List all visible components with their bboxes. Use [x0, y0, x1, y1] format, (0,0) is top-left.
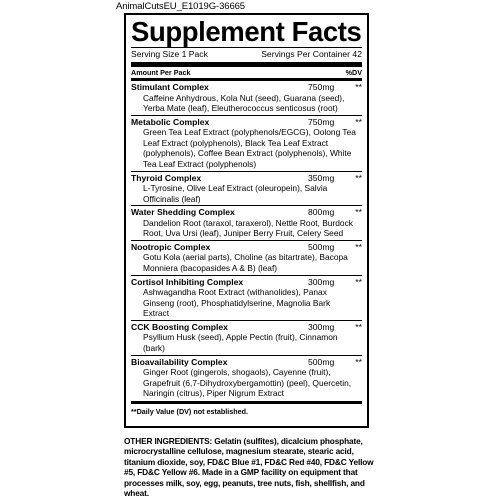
section-bioavailability: [131, 355, 362, 400]
sections-list: [131, 81, 362, 400]
section-amount: 500mg: [308, 356, 335, 367]
section-dv: **: [355, 241, 362, 252]
serving-info-row: [131, 48, 362, 60]
section-ingredients: Gotu Kola (aerial parts), Choline (as bitartrate), Bacopa Monniera (bacopasides A & B) (leaf): [143, 252, 348, 274]
section-dv: **: [355, 276, 362, 287]
section-cortisol: [131, 275, 362, 320]
supplement-facts-panel: [124, 13, 369, 428]
section-name: Cortisol Inhibiting Complex: [131, 276, 244, 287]
section-name: CCK Boosting Complex: [131, 321, 228, 332]
section-name: Thyroid Complex: [131, 172, 202, 183]
section-nootropic: [131, 240, 362, 275]
section-ingredients: Dandelion Root (taraxol, taraxerol), Nettle Root, Burdock Root, Uva Ursi (leaf), Juniper Berry Fruit, Celery Seed: [143, 217, 353, 239]
section-dv: **: [355, 207, 362, 218]
section-ingredients: L-Tyrosine, Olive Leaf Extract (oleuropein), Salvia Officinalis (leaf): [143, 183, 328, 204]
section-dv: **: [355, 116, 362, 127]
other-ingredients-text: Gelatin (sulfites), dicalcium phosphate, microcrystalline cellulose, magnesium stearate, stearic acid, titanium dioxide, soy, FD&C Blue #1, FD&C Red #40, FD&C Yellow #5, FD&C Yellow #6. Made in a GMP facility on equipment that processes milk, soy, egg, peanuts, tree nuts, fish, shellfish, and wheat.: [124, 436, 374, 498]
section-amount: 300mg: [308, 321, 335, 332]
section-water-shedding: [131, 205, 362, 240]
other-ingredients: [124, 436, 374, 498]
section-cck: [131, 320, 362, 355]
section-amount: 800mg: [308, 207, 335, 218]
section-stimulant: [131, 81, 362, 115]
section-ingredients: Ashwagandha Root Extract (withanolides), Panax Ginseng (root), Phosphatidylserine, Magnolia Bark Extract: [143, 287, 331, 319]
section-ingredients: Ginger Root (gingerols, shogaols), Cayenne (fruit), Grapefruit (6,7-Dihydroxybergamottin) (peel), Quercetin, Naringin (citrus), Piper Nigrum Extract: [143, 367, 352, 399]
panel-title: Supplement Facts: [131, 16, 362, 47]
other-ingredients-label: OTHER INGREDIENTS:: [124, 436, 213, 446]
section-dv: **: [355, 82, 362, 92]
section-amount: 750mg: [308, 116, 335, 127]
section-amount: 500mg: [308, 241, 335, 252]
serving-size: Serving Size 1 Pack: [131, 49, 208, 59]
section-name: Water Shedding Complex: [131, 207, 235, 218]
section-amount: 300mg: [308, 276, 335, 287]
daily-value-footnote: **Daily Value (DV) not established.: [131, 406, 249, 416]
section-name: Metabolic Complex: [131, 116, 210, 127]
section-thyroid: [131, 171, 362, 206]
section-ingredients: Psyllium Husk (seed), Apple Pectin (fruit), Cinnamon (bark): [143, 332, 338, 353]
section-name: Nootropic Complex: [131, 241, 211, 252]
amount-header: Amount Per Pack: [131, 68, 191, 77]
product-code: AnimalCutsEU_E1019G-36665: [116, 1, 245, 12]
section-dv: **: [355, 172, 362, 183]
section-metabolic: [131, 115, 362, 171]
section-amount: 750mg: [308, 82, 335, 92]
section-dv: **: [355, 321, 362, 332]
section-amount: 350mg: [308, 172, 335, 183]
dv-header: %DV: [345, 68, 362, 77]
section-name: Stimulant Complex: [131, 82, 209, 92]
section-name: Bioavailability Complex: [131, 356, 228, 367]
section-dv: **: [355, 356, 362, 367]
servings-per-container: Servings Per Container 42: [261, 49, 362, 59]
section-ingredients: Caffeine Anhydrous, Kola Nut (seed), Guarana (seed), Yerba Mate (leaf), Eleutherococcus senticosus (root): [143, 92, 345, 114]
amount-header-row: [131, 67, 362, 78]
section-ingredients: Green Tea Leaf Extract (polyphenols/EGCG), Oolong Tea Leaf Extract (polyphenols), Black Tea Leaf Extract (polyphenols), Coffee Bean Extract (polyphenols), White Tea Leaf Extract (polyphenols): [143, 127, 356, 169]
